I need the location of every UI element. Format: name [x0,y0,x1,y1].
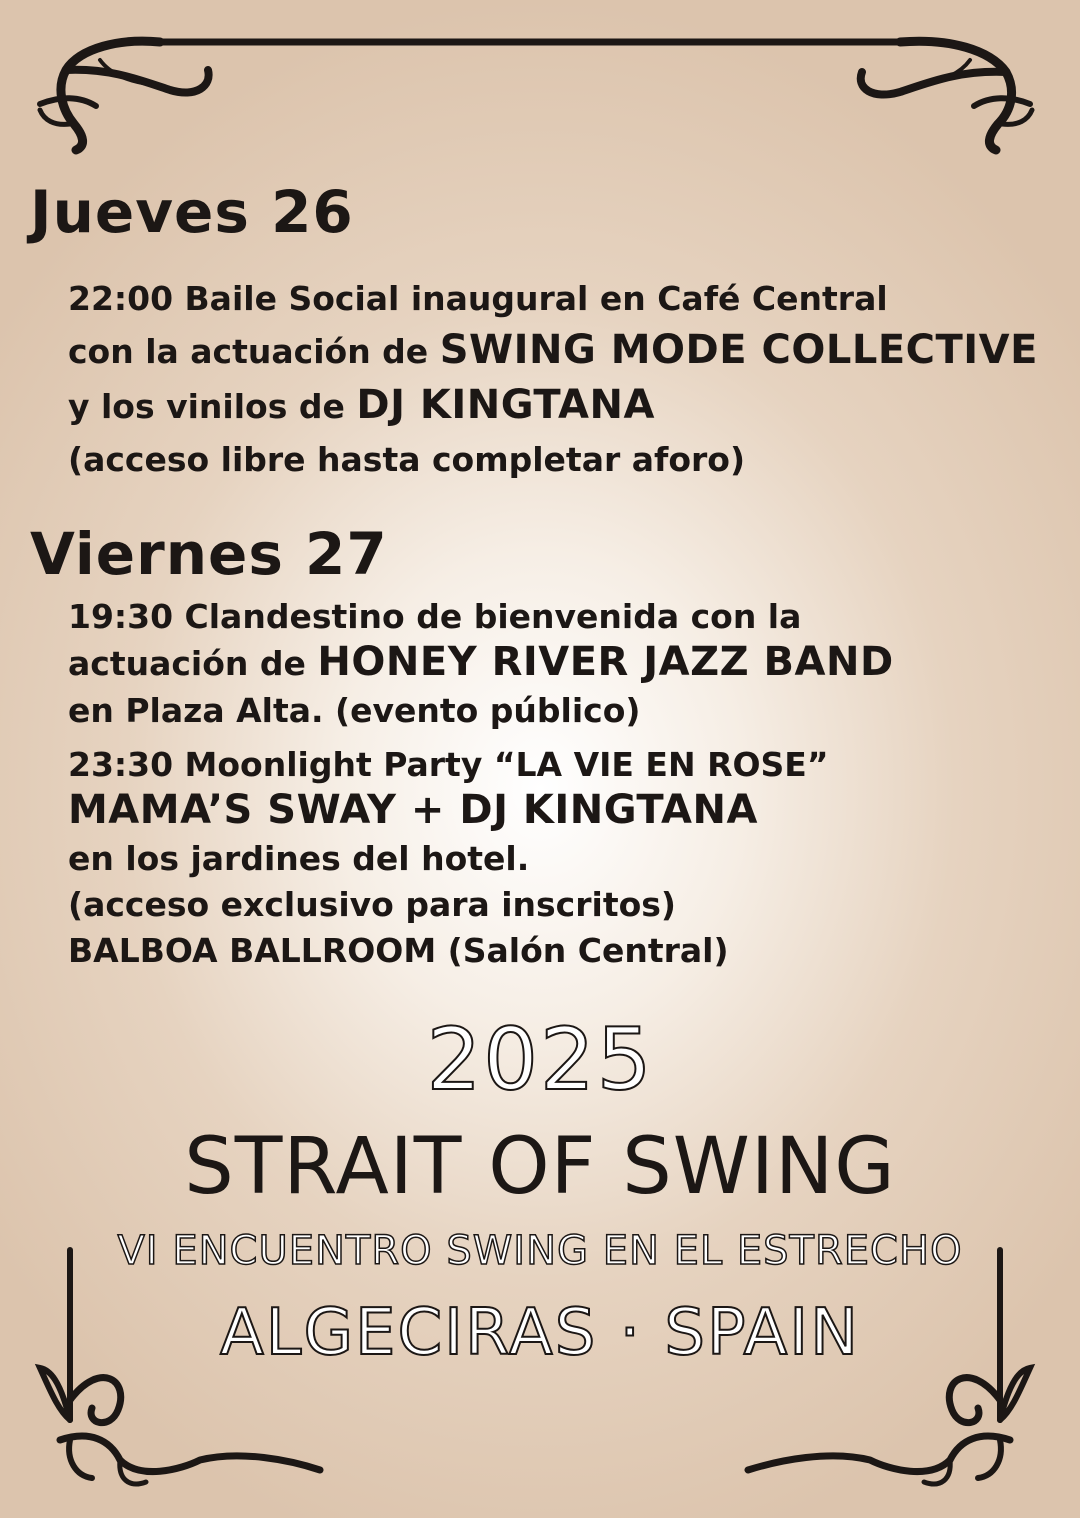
thursday-line-2 [68,327,1038,373]
friday-line-2-prefix: actuación de [68,644,306,683]
event-year: 2025 [426,1010,654,1110]
thursday-line-4: (acceso libre hasta completar aforo) [68,440,746,479]
top-right-flourish-icon [861,41,1032,150]
friday-line-1: 19:30 Clandestino de bienvenida con la [68,597,802,636]
friday-line-2 [68,639,894,685]
event-title: STRAIT OF SWING [184,1122,896,1212]
friday-line-5: MAMA’S SWAY + DJ KINGTANA [68,787,758,833]
day-heading-thursday: Jueves 26 [30,178,354,246]
friday-line-4: 23:30 Moonlight Party “LA VIE EN ROSE” [68,745,829,784]
day-heading-friday: Viernes 27 [30,520,388,588]
thursday-line-3 [68,382,655,428]
friday-line-7: (acceso exclusivo para inscritos) [68,885,677,924]
thursday-line-3-prefix: y los vinilos de [68,387,345,426]
friday-line-6: en los jardines del hotel. [68,839,530,878]
band-name-swing-mode-collective: SWING MODE COLLECTIVE [439,327,1038,373]
thursday-line-1: 22:00 Baile Social inaugural en Café Central [68,279,888,318]
dj-name-kingtana: DJ KINGTANA [356,382,655,428]
thursday-line-2-prefix: con la actuación de [68,332,429,371]
event-subtitle: VI ENCUENTRO SWING EN EL ESTRECHO [117,1228,963,1274]
top-left-flourish-icon [40,41,209,150]
friday-line-8: BALBOA BALLROOM (Salón Central) [68,931,729,970]
band-name-honey-river-jazz-band: HONEY RIVER JAZZ BAND [317,639,894,685]
event-location: ALGECIRAS · SPAIN [220,1296,860,1370]
friday-line-3: en Plaza Alta. (evento público) [68,691,641,730]
